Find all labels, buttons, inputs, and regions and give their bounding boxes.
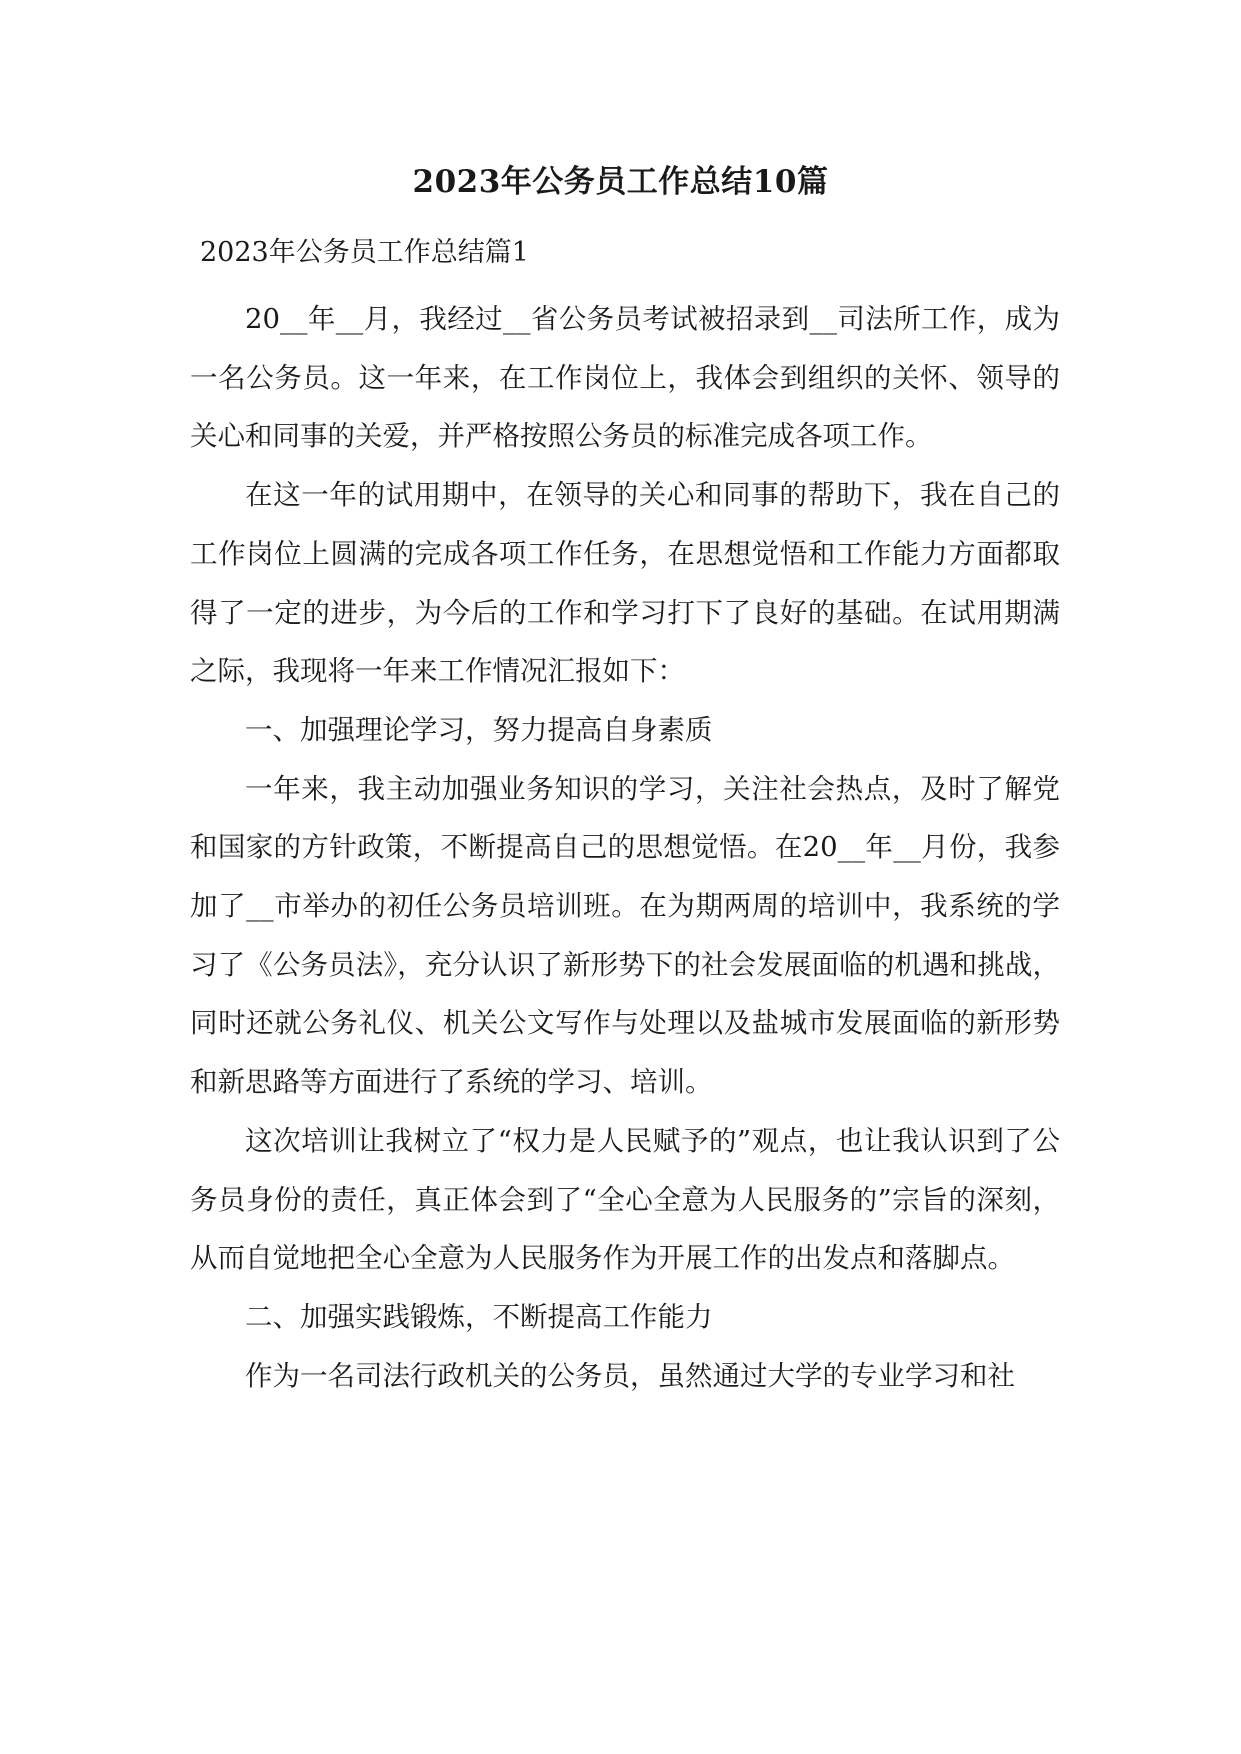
paragraph-2: 在这一年的试用期中，在领导的关心和同事的帮助下，我在自己的工作岗位上圆满的完成各项工作任务，在思想觉悟和工作能力方面都取得了一定的进步，为今后的工作和学习打下了良好的基础。在试用期满之际，我现将一年来工作情况汇报如下：	[190, 479, 1060, 688]
document-title: 2023年公务员工作总结10篇	[412, 164, 829, 200]
paragraph-3: 一年来，我主动加强业务知识的学习，关注社会热点，及时了解党和国家的方针政策，不断提高自己的思想觉悟。在20__年__月份，我参加了__市举办的初任公务员培训班。在为期两周的培训中，我系统的学习了《公务员法》，充分认识了新形势下的社会发展面临的机遇和挑战，同时还就公务礼仪、机关公文写作与处理以及盐城市发展面临的新形势和新思路等方面进行了系统的学习、培训。	[190, 772, 1060, 1099]
section-heading: 2023年公务员工作总结篇1	[200, 237, 529, 268]
document-body	[190, 290, 1060, 1405]
heading-section-two: 二、加强实践锻炼，不断提高工作能力	[245, 1300, 713, 1333]
paragraph-1: 20__年__月，我经过__省公务员考试被招录到__司法所工作，成为一名公务员。这一年来，在工作岗位上，我体会到组织的关怀、领导的关心和同事的关爱，并严格按照公务员的标准完成各项工作。	[190, 303, 1060, 453]
heading-section-one: 一、加强理论学习，努力提高自身素质	[245, 713, 713, 746]
paragraph-4: 这次培训让我树立了“权力是人民赋予的”观点，也让我认识到了公务员身份的责任，真正体会到了“全心全意为人民服务的”宗旨的深刻，从而自觉地把全心全意为人民服务作为开展工作的出发点和落脚点。	[190, 1124, 1060, 1275]
paragraph-5: 作为一名司法行政机关的公务员，虽然通过大学的专业学习和社	[245, 1359, 1015, 1392]
